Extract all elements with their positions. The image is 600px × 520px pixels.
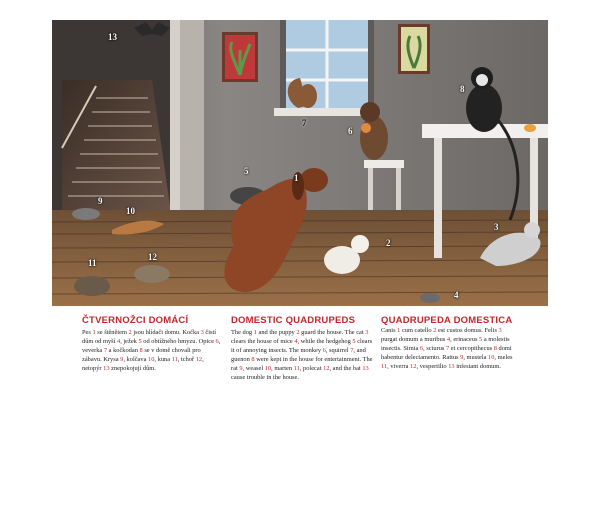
ref-number: 6: [322, 347, 326, 355]
ref-number: 11: [381, 363, 388, 371]
text-run: od obtížného hmyzu. Opice: [141, 338, 216, 346]
ref-number: 4: [116, 338, 121, 346]
text-run: domi habentur delectamento. Rattus: [381, 345, 512, 362]
ref-number: 11: [293, 365, 300, 373]
label-10: 10: [126, 206, 135, 216]
label-7: 7: [302, 118, 307, 128]
ref-number: 13: [448, 363, 455, 371]
ref-number: 5: [352, 338, 356, 346]
ref-number: 1: [92, 329, 96, 336]
text-run: , ježek: [120, 338, 139, 346]
ref-number: 9: [460, 354, 464, 362]
ref-number: 11: [171, 356, 178, 364]
ref-number: 7: [103, 347, 108, 355]
house-scene-image: [52, 20, 548, 306]
ref-number: 13: [362, 365, 369, 373]
ref-number: 2: [296, 329, 300, 336]
label-6: 6: [348, 126, 353, 136]
ref-number: 12: [410, 363, 417, 371]
ref-number: 4: [294, 338, 298, 346]
text-run: and the puppy: [256, 329, 297, 336]
label-11: 11: [88, 258, 97, 268]
ref-number: 3: [498, 327, 502, 335]
text-run: The dog: [231, 329, 254, 336]
text-run: Pes: [82, 329, 93, 336]
ref-number: 2: [128, 329, 132, 336]
text-run: , viverra: [387, 363, 411, 371]
text-run: , weasel: [242, 365, 265, 373]
text-run: , marten: [271, 365, 294, 373]
text-run: Canis: [381, 327, 398, 335]
ref-number: 6: [215, 338, 219, 346]
label-12: 12: [148, 252, 157, 262]
ref-number: 12: [195, 356, 203, 364]
ref-number: 4: [446, 336, 451, 344]
text-run: , while the hedgehog: [297, 338, 353, 346]
text-run: , kuna: [154, 356, 172, 364]
text-run: , meles: [494, 354, 513, 362]
text-run: , vespertilio: [416, 363, 449, 371]
text-run: purgat domum a muribus: [381, 336, 447, 344]
ref-number: 3: [365, 329, 369, 336]
text-run: est custos domus. Felis: [436, 327, 499, 335]
text-run: clears it of annoying insects. The monkey: [231, 338, 373, 355]
text-run: se štěnětem: [95, 329, 129, 336]
ref-number: 1: [253, 329, 257, 336]
ref-number: 6: [419, 345, 424, 353]
text-run: , squirrel: [325, 347, 351, 355]
latin-column: [381, 316, 516, 372]
ref-number: 5: [479, 336, 483, 344]
text-run: , veverka: [82, 338, 221, 355]
text-run: infestant domum.: [454, 363, 501, 371]
ref-number: 9: [120, 356, 124, 364]
english-column: [231, 316, 376, 383]
czech-column: [82, 316, 222, 373]
text-run: , mustela: [463, 354, 489, 362]
czech-paragraph: [82, 328, 222, 373]
text-run: , polecat: [299, 365, 324, 373]
illustration: [52, 20, 548, 306]
text-run: et cercopithecus: [449, 345, 494, 353]
text-run: , tchoř: [177, 356, 196, 364]
label-8: 8: [460, 84, 465, 94]
ref-number: 10: [264, 365, 272, 373]
ref-number: 2: [433, 327, 437, 335]
latin-paragraph: [381, 316, 516, 372]
english-title: DOMESTIC QUADRUPEDS: [231, 315, 356, 326]
text-run: cum catello: [400, 327, 434, 335]
text-run: , kolčava: [123, 356, 149, 364]
ref-number: 9: [239, 365, 243, 373]
ref-number: 7: [350, 347, 354, 355]
ref-number: 12: [323, 365, 330, 373]
text-run: , and guenon: [231, 347, 366, 364]
ref-number: 8: [493, 345, 497, 353]
text-run: were kept in the house for entertainment. The rat: [231, 356, 373, 373]
text-run: jsou hlídači domu. Kočka: [131, 329, 201, 336]
label-3: 3: [494, 222, 499, 232]
label-2: 2: [386, 238, 391, 248]
ref-number: 13: [103, 365, 110, 373]
label-9: 9: [98, 196, 103, 206]
text-run: a molestis insectis. Simia: [381, 336, 510, 353]
text-run: , erinaceus: [450, 336, 480, 344]
text-run: se v domě chovali pro zábavu. Krysa: [82, 347, 201, 364]
text-run: , sciurus: [423, 345, 446, 353]
ref-number: 10: [148, 356, 155, 364]
text-run: , and the bat: [329, 365, 363, 373]
ref-number: 8: [139, 347, 143, 355]
label-5: 5: [244, 166, 249, 176]
text-run: , netopýr: [82, 356, 204, 373]
text-run: a kočkodan: [107, 347, 140, 355]
text-run: čistí dům od myší: [82, 329, 217, 346]
text-run: clears the house of mice: [231, 338, 295, 346]
ref-number: 7: [445, 345, 450, 353]
latin-title: QUADRUPEDA DOMESTICA: [381, 315, 513, 326]
ref-number: 8: [251, 356, 255, 364]
english-paragraph: [231, 328, 376, 383]
text-run: cause trouble in the house.: [231, 374, 299, 382]
label-13: 13: [108, 32, 117, 42]
ref-number: 1: [397, 327, 401, 335]
label-4: 4: [454, 290, 459, 300]
ref-number: 10: [488, 354, 495, 362]
ref-number: 3: [200, 329, 204, 336]
text-run: znepokojují dům.: [109, 365, 156, 373]
label-1: 1: [294, 173, 299, 183]
text-run: guard the house. The cat: [299, 329, 366, 336]
ref-number: 5: [138, 338, 142, 346]
czech-title: ČTVERNOŽCI DOMÁCÍ: [82, 315, 189, 326]
